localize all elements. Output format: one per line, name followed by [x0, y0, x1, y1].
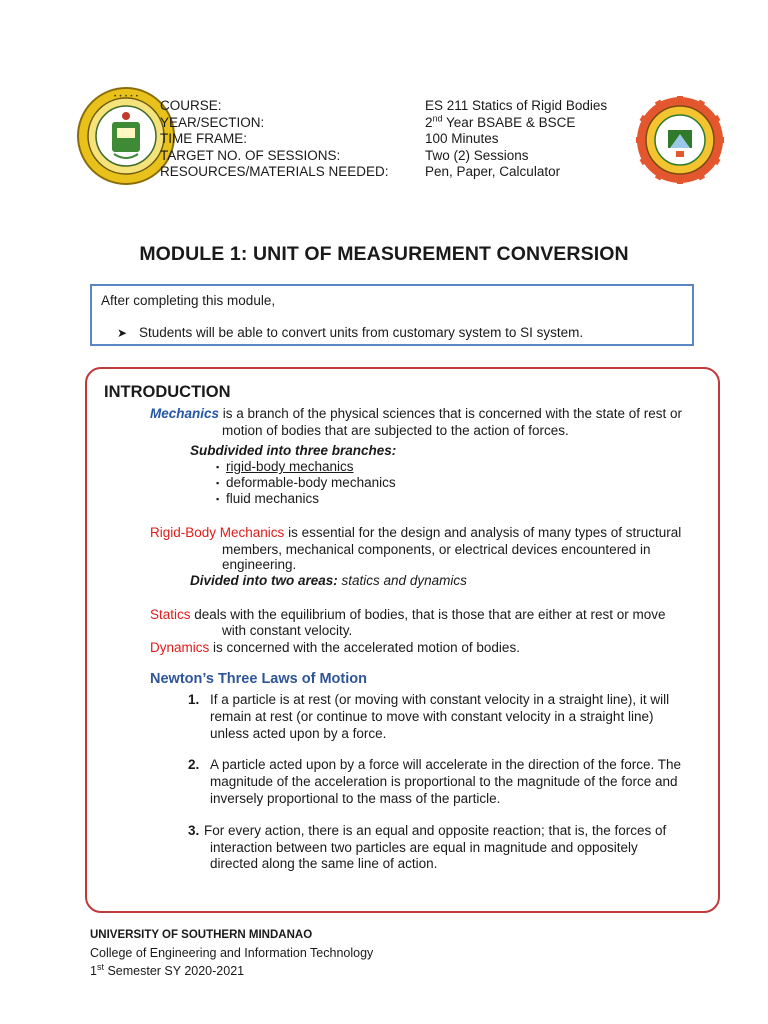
time-frame-label: TIME FRAME:	[160, 131, 247, 146]
year-section-label: YEAR/SECTION:	[160, 114, 265, 130]
statics-def-line-1: Statics deals with the equilibrium of bodies, that is those that are either at rest or move	[150, 607, 666, 622]
law-1-line-2: remain at rest (or continue to move with constant velocity in a straight line)	[210, 709, 654, 724]
svg-text:• • • • •: • • • • •	[113, 93, 139, 100]
rigid-def-line-3: engineering.	[222, 557, 297, 572]
objective-intro: After completing this module,	[101, 293, 276, 308]
law-3-line-3: directed along the same line of action.	[210, 856, 438, 871]
header-labels	[160, 98, 389, 181]
arrowhead-bullet-icon: ➤	[117, 326, 128, 340]
law-2-line-2: magnitude of the acceleration is proportional to the magnitude of the force and	[210, 774, 678, 789]
course-value: ES 211 Statics of Rigid Bodies	[425, 98, 608, 113]
mechanics-term: Mechanics	[150, 406, 220, 421]
resources-label: RESOURCES/MATERIALS NEEDED:	[160, 164, 389, 179]
rigid-body-term: Rigid-Body Mechanics	[150, 525, 285, 540]
objective-box	[90, 284, 694, 346]
objective-item	[117, 325, 583, 340]
objective-text: Students will be able to convert units from customary system to SI system.	[139, 325, 584, 340]
divided-line: Divided into two areas: statics and dynamics	[190, 573, 467, 588]
branch-item: ▪ deformable-body mechanics	[216, 475, 396, 490]
newton-heading: Newton’s Three Laws of Motion	[150, 671, 367, 687]
law-2-line-1: 2. A particle acted upon by a force will accelerate in the direction of the force. The	[188, 757, 682, 772]
footer-college: College of Engineering and Information Technology	[90, 946, 374, 960]
law-3-line-1: 3. For every action, there is an equal and opposite reaction; that is, the forces of	[188, 823, 667, 838]
introduction-heading: INTRODUCTION	[104, 383, 231, 401]
subdivided-label: Subdivided into three branches:	[190, 443, 397, 458]
dynamics-term: Dynamics	[150, 640, 210, 655]
law-2-line-3: inversely proportional to the mass of the particle.	[210, 791, 501, 806]
sessions-label: TARGET NO. OF SESSIONS:	[160, 147, 341, 163]
rigid-def-line-2: members, mechanical components, or electrical devices encountered in	[222, 542, 651, 557]
course-label: COURSE:	[160, 98, 222, 113]
dynamics-def: Dynamics is concerned with the accelerated motion of bodies.	[150, 640, 520, 655]
sessions-value: Two (2) Sessions	[425, 147, 529, 163]
branch-item: ▪ fluid mechanics	[216, 491, 320, 506]
footer-university: UNIVERSITY OF SOUTHERN MINDANAO	[90, 929, 313, 941]
resources-value: Pen, Paper, Calculator	[425, 164, 561, 179]
footer-semester: 1st Semester SY 2020-2021	[90, 961, 245, 978]
college-seal-icon	[636, 96, 724, 184]
year-section-value: 2nd Year BSABE & BSCE	[425, 113, 576, 130]
law-3-line-2: interaction between two particles are equal in magnitude and oppositely	[210, 840, 638, 855]
footer	[90, 926, 373, 980]
module-title: MODULE 1: UNIT OF MEASUREMENT CONVERSION	[139, 243, 629, 265]
rigid-def-line-1: Rigid-Body Mechanics is essential for the design and analysis of many types of structural	[150, 525, 682, 540]
statics-term: Statics	[150, 607, 191, 622]
branch-item: ▪ rigid-body mechanics	[216, 459, 354, 474]
header-values	[425, 98, 607, 181]
mechanics-def-line-2: motion of bodies that are subjected to the action of forces.	[222, 423, 569, 438]
mechanics-def-line-1: Mechanics is a branch of the physical sciences that is concerned with the state of rest or	[150, 406, 683, 421]
law-1-line-3: unless acted upon by a force.	[210, 726, 387, 741]
law-1-line-1: 1. If a particle is at rest (or moving with constant velocity in a straight line), it will	[188, 692, 670, 707]
statics-def-line-2: with constant velocity.	[222, 623, 353, 638]
time-frame-value: 100 Minutes	[425, 131, 499, 146]
